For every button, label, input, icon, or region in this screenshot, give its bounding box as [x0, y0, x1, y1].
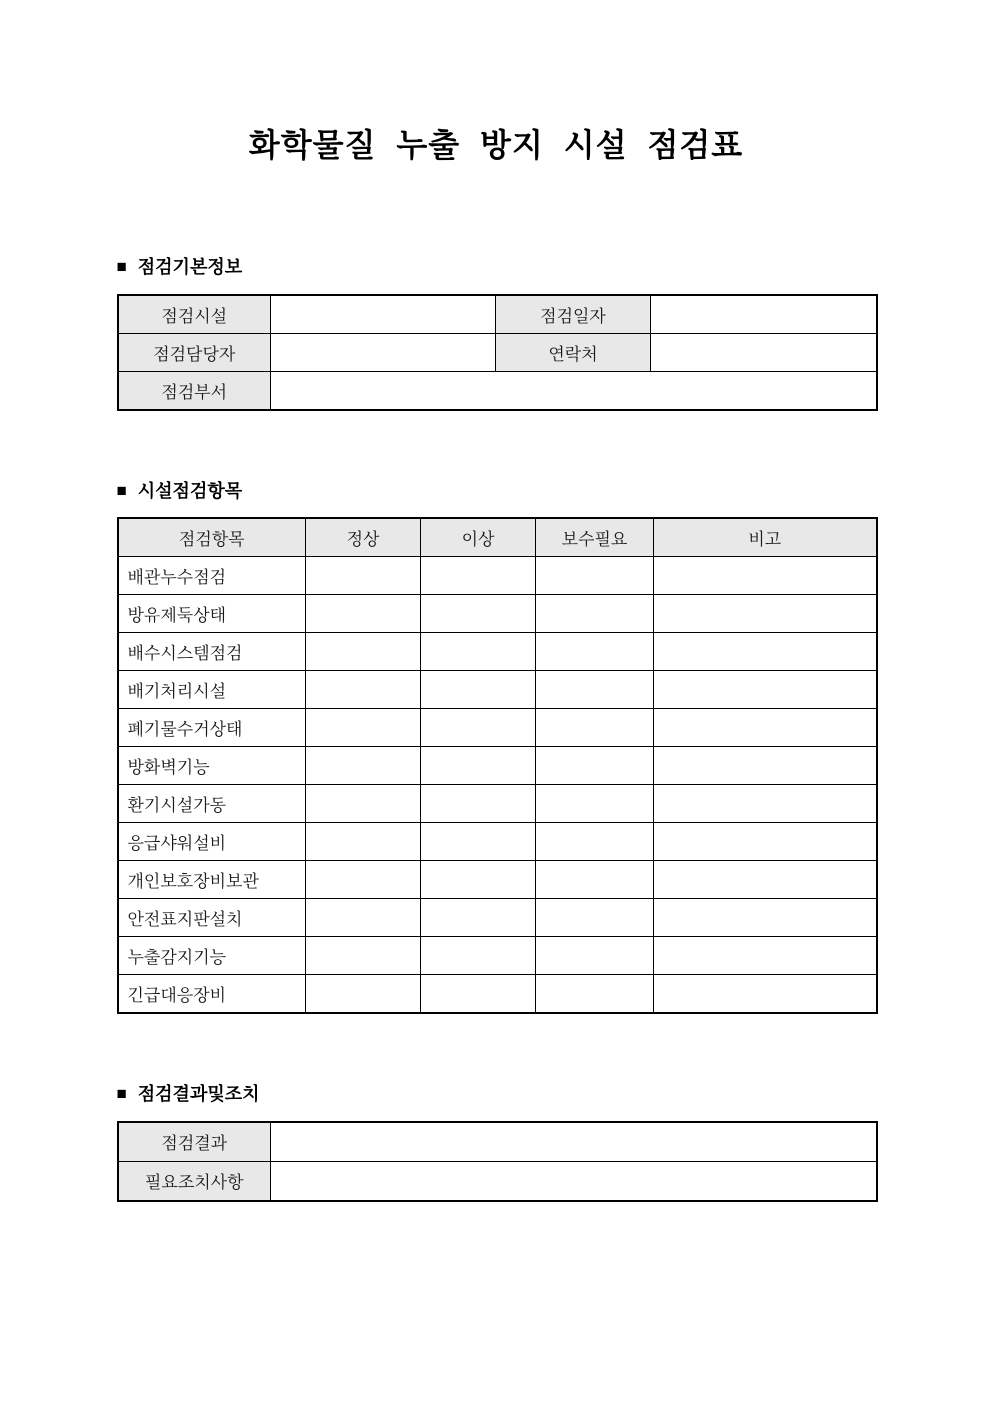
normal-cell [306, 974, 421, 1013]
field-value-date [651, 295, 877, 334]
abnormal-cell [421, 670, 536, 708]
remarks-cell [654, 632, 877, 670]
section-heading-results [117, 1080, 876, 1106]
table-row [118, 784, 877, 822]
repair-needed-cell [536, 822, 654, 860]
repair-needed-cell [536, 936, 654, 974]
remarks-cell [654, 784, 877, 822]
inspection-item-label: 응급샤워설비 [118, 822, 306, 860]
remarks-cell [654, 898, 877, 936]
field-label-contact: 연락처 [496, 333, 651, 371]
table-row [118, 746, 877, 784]
table-row [118, 822, 877, 860]
field-label-manager: 점검담당자 [118, 333, 271, 371]
column-header-remarks: 비고 [654, 518, 877, 557]
field-label-date: 점검일자 [496, 295, 651, 334]
inspection-item-label: 개인보호장비보관 [118, 860, 306, 898]
remarks-cell [654, 822, 877, 860]
abnormal-cell [421, 746, 536, 784]
table-row [118, 295, 877, 334]
table-header-row [118, 518, 877, 557]
table-row [118, 371, 877, 410]
repair-needed-cell [536, 556, 654, 594]
field-label-department: 점검부서 [118, 371, 271, 410]
field-label-result: 점검결과 [118, 1122, 271, 1162]
abnormal-cell [421, 632, 536, 670]
table-row [118, 974, 877, 1013]
field-label-facility: 점검시설 [118, 295, 271, 334]
basic-info-table [117, 294, 878, 411]
column-header-abnormal: 이상 [421, 518, 536, 557]
normal-cell [306, 556, 421, 594]
section-marker-icon: ■ [116, 1084, 127, 1104]
remarks-cell [654, 670, 877, 708]
repair-needed-cell [536, 632, 654, 670]
inspection-item-label: 방유제둑상태 [118, 594, 306, 632]
table-row [118, 556, 877, 594]
abnormal-cell [421, 784, 536, 822]
field-value-facility [271, 295, 496, 334]
table-row [118, 898, 877, 936]
field-value-actions [271, 1161, 877, 1201]
abnormal-cell [421, 860, 536, 898]
table-row [118, 1161, 877, 1201]
inspection-item-label: 안전표지판설치 [118, 898, 306, 936]
section-heading-label: 점검기본정보 [137, 256, 243, 277]
field-value-result [271, 1122, 877, 1162]
column-header-item: 점검항목 [118, 518, 306, 557]
normal-cell [306, 708, 421, 746]
abnormal-cell [421, 556, 536, 594]
column-header-repair-needed: 보수필요 [536, 518, 654, 557]
table-row [118, 1122, 877, 1162]
repair-needed-cell [536, 898, 654, 936]
section-marker-icon: ■ [116, 481, 127, 501]
section-heading-label: 시설점검항목 [137, 480, 243, 501]
table-row [118, 708, 877, 746]
results-table [117, 1121, 878, 1202]
normal-cell [306, 670, 421, 708]
normal-cell [306, 746, 421, 784]
remarks-cell [654, 936, 877, 974]
inspection-item-label: 배수시스템점검 [118, 632, 306, 670]
inspection-items-table [117, 517, 878, 1014]
document-content [117, 0, 876, 1202]
normal-cell [306, 860, 421, 898]
abnormal-cell [421, 822, 536, 860]
section-heading-inspection-items [117, 477, 876, 503]
normal-cell [306, 898, 421, 936]
remarks-cell [654, 860, 877, 898]
normal-cell [306, 784, 421, 822]
normal-cell [306, 822, 421, 860]
inspection-item-label: 배관누수점검 [118, 556, 306, 594]
table-row [118, 936, 877, 974]
column-header-normal: 정상 [306, 518, 421, 557]
normal-cell [306, 594, 421, 632]
table-row [118, 594, 877, 632]
abnormal-cell [421, 898, 536, 936]
section-heading-basic-info [117, 253, 876, 279]
page-title: 화학물질 누출 방지 시설 점검표 [248, 127, 744, 163]
inspection-item-label: 배기처리시설 [118, 670, 306, 708]
field-value-manager [271, 333, 496, 371]
repair-needed-cell [536, 708, 654, 746]
repair-needed-cell [536, 860, 654, 898]
table-row [118, 670, 877, 708]
normal-cell [306, 936, 421, 974]
remarks-cell [654, 594, 877, 632]
inspection-item-label: 긴급대응장비 [118, 974, 306, 1013]
remarks-cell [654, 708, 877, 746]
field-value-department [271, 371, 877, 410]
normal-cell [306, 632, 421, 670]
table-row [118, 860, 877, 898]
inspection-item-label: 환기시설가동 [118, 784, 306, 822]
table-row [118, 632, 877, 670]
abnormal-cell [421, 708, 536, 746]
field-value-contact [651, 333, 877, 371]
section-heading-label: 점검결과및조치 [137, 1083, 260, 1104]
inspection-item-label: 폐기물수거상태 [118, 708, 306, 746]
repair-needed-cell [536, 746, 654, 784]
repair-needed-cell [536, 594, 654, 632]
inspection-item-label: 방화벽기능 [118, 746, 306, 784]
repair-needed-cell [536, 784, 654, 822]
field-label-actions: 필요조치사항 [118, 1161, 271, 1201]
inspection-item-label: 누출감지기능 [118, 936, 306, 974]
section-marker-icon: ■ [116, 257, 127, 277]
remarks-cell [654, 974, 877, 1013]
table-row [118, 333, 877, 371]
repair-needed-cell [536, 670, 654, 708]
abnormal-cell [421, 594, 536, 632]
repair-needed-cell [536, 974, 654, 1013]
remarks-cell [654, 746, 877, 784]
remarks-cell [654, 556, 877, 594]
abnormal-cell [421, 936, 536, 974]
abnormal-cell [421, 974, 536, 1013]
